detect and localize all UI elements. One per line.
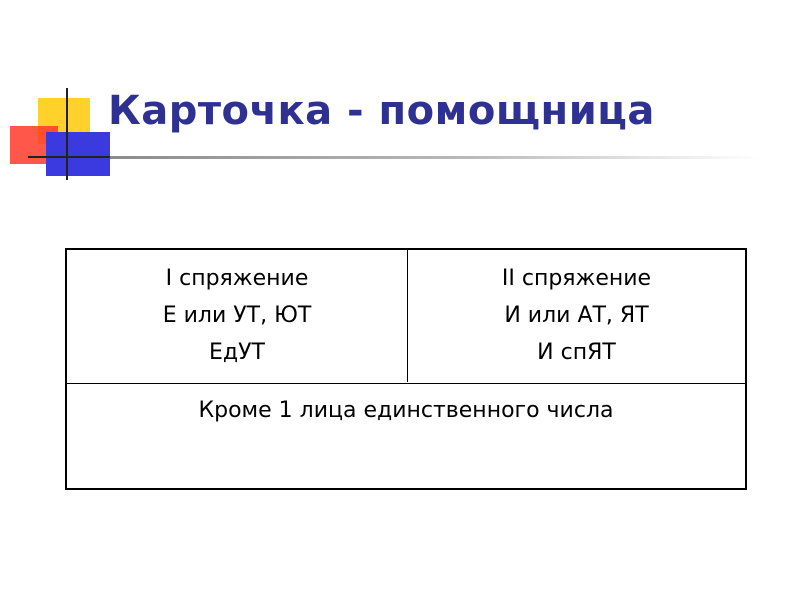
second-conjugation-mnemonic: И спЯТ — [537, 340, 616, 365]
first-conjugation-mnemonic: ЕдУТ — [209, 340, 265, 365]
table-row-conjugations — [67, 250, 745, 384]
cell-second-conjugation — [408, 250, 745, 382]
blue-square — [46, 132, 110, 176]
title-underline — [110, 156, 760, 159]
second-conjugation-header: II спряжение — [501, 266, 652, 291]
first-conjugation-endings: Е или УТ, ЮТ — [162, 303, 312, 328]
first-conjugation-header: I спряжение — [165, 266, 309, 291]
slide-title: Карточка - помощница — [108, 88, 655, 134]
vertical-line — [66, 88, 68, 180]
second-conjugation-endings: И или АТ, ЯТ — [504, 303, 649, 328]
table-row-exception: Кроме 1 лица единственного числа — [198, 398, 614, 423]
conjugation-table — [65, 248, 747, 490]
cell-first-conjugation — [67, 250, 408, 382]
decorative-logo — [0, 0, 120, 190]
horizontal-line — [28, 156, 116, 158]
